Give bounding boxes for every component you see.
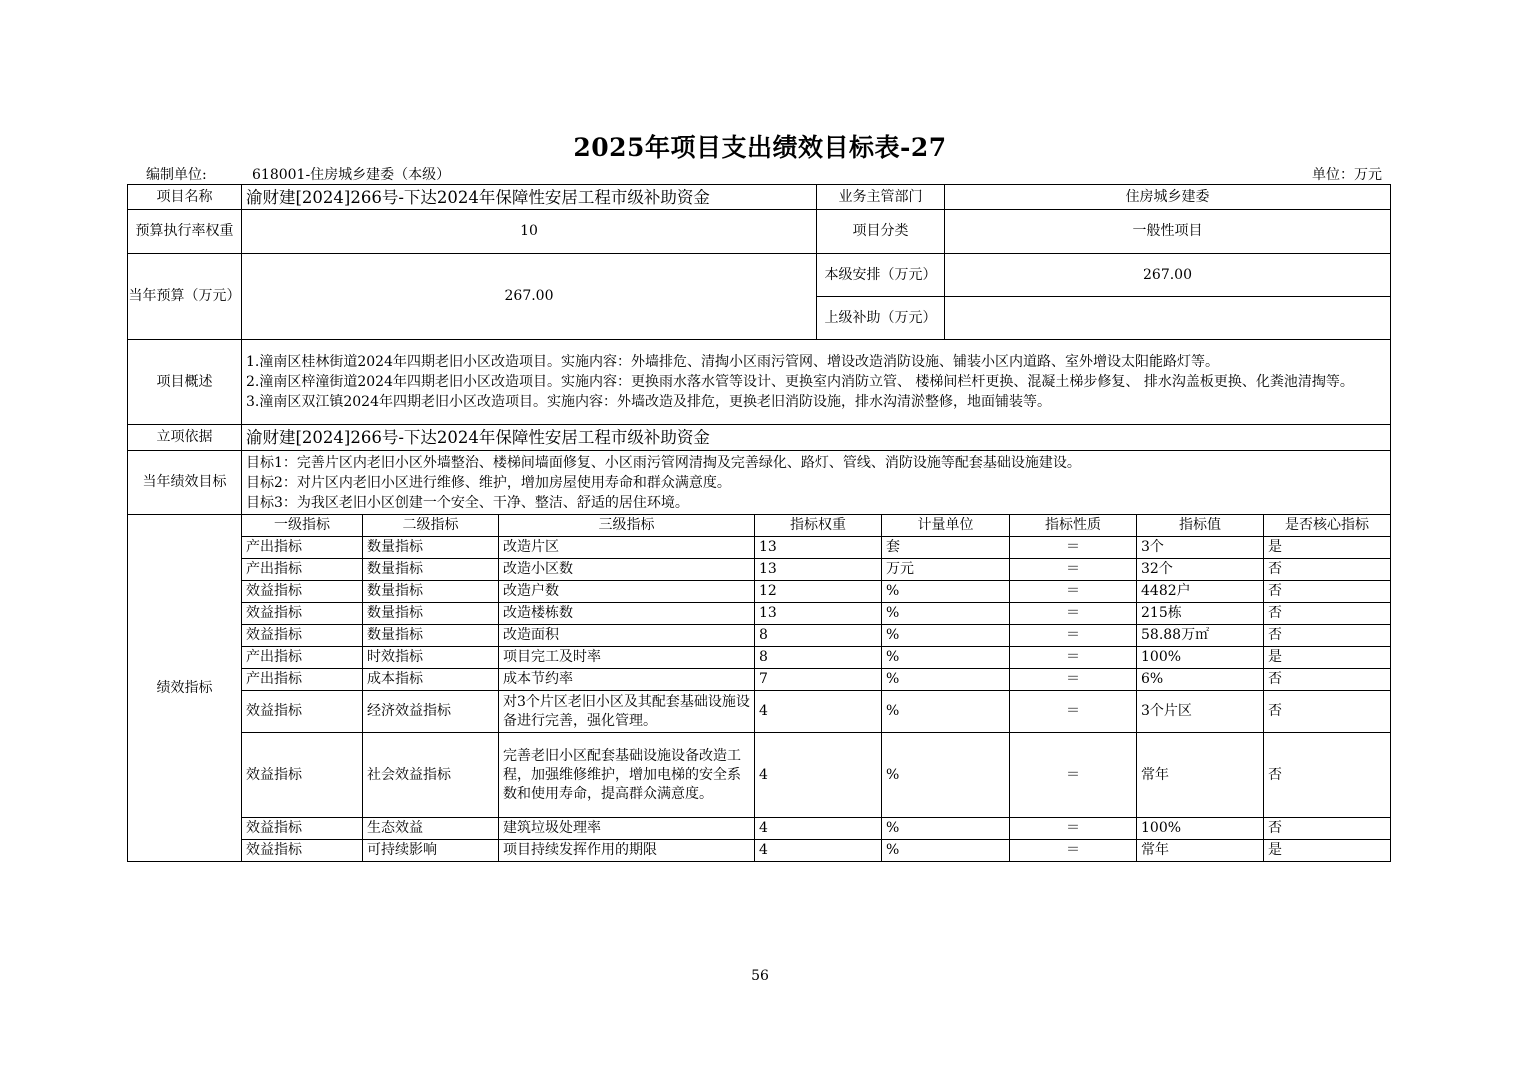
col-header: 指标性质 (1010, 515, 1137, 537)
col-header: 指标权重 (755, 515, 882, 537)
indicator-weight: 8 (755, 625, 882, 647)
indicator-weight: 4 (755, 818, 882, 840)
indicator-row (128, 691, 1391, 733)
indicator-core: 否 (1264, 559, 1391, 581)
indicator-unit: % (882, 818, 1010, 840)
page-number: 56 (751, 968, 769, 984)
indicator-nature: ＝ (1010, 625, 1137, 647)
org-value: 618001-住房城乡建委（本级） (252, 167, 451, 183)
col-header: 一级指标 (242, 515, 363, 537)
indicator-value: 58.88万㎡ (1137, 625, 1264, 647)
indicator-value: 215栋 (1137, 603, 1264, 625)
indicator-level1: 产出指标 (242, 647, 363, 669)
goal-item: 目标2：对片区内老旧小区进行维修、维护，增加房屋使用寿命和群众满意度。 (246, 474, 731, 491)
info-table (127, 184, 1391, 515)
indicator-unit: 套 (882, 537, 1010, 559)
indicator-level2: 数量指标 (363, 559, 499, 581)
indicator-nature: ＝ (1010, 733, 1137, 818)
indicator-level2: 成本指标 (363, 669, 499, 691)
indicator-level2: 生态效益 (363, 818, 499, 840)
overview-item: 1.潼南区桂林街道2024年四期老旧小区改造项目。实施内容：外墙排危、清掏小区雨污管网、增设改造消防设施、铺装小区内道路、室外增设太阳能路灯等。 (246, 354, 1219, 370)
indicator-weight: 13 (755, 537, 882, 559)
indicator-level3: 项目持续发挥作用的期限 (499, 840, 755, 862)
goal-item: 目标1：完善片区内老旧小区外墙整治、楼梯间墙面修复、小区雨污管网清掏及完善绿化、路灯、管线、消防设施等配套基础设施建设。 (246, 454, 1081, 471)
indicator-value: 32个 (1137, 559, 1264, 581)
indicator-level3: 项目完工及时率 (499, 647, 755, 669)
indicator-row (128, 818, 1391, 840)
overview-label: 项目概述 (128, 340, 242, 425)
indicator-level1: 效益指标 (242, 818, 363, 840)
indicator-value: 4482户 (1137, 581, 1264, 603)
indicator-level3: 改造小区数 (499, 559, 755, 581)
indicator-nature: ＝ (1010, 669, 1137, 691)
basis-label: 立项依据 (128, 425, 242, 451)
indicator-unit: % (882, 691, 1010, 733)
indicator-level2: 数量指标 (363, 625, 499, 647)
indicator-weight: 4 (755, 733, 882, 818)
indicator-row (128, 625, 1391, 647)
col-header: 二级指标 (363, 515, 499, 537)
indicator-level3: 完善老旧小区配套基础设施设备改造工程，加强维修维护，增加电梯的安全系数和使用寿命，提高群众满意度。 (499, 733, 755, 818)
indicator-nature: ＝ (1010, 691, 1137, 733)
category-value: 一般性项目 (945, 210, 1391, 254)
indicator-value: 100% (1137, 818, 1264, 840)
project-name: 渝财建[2024]266号-下达2024年保障性安居工程市级补助资金 (242, 185, 817, 210)
category-label: 项目分类 (817, 210, 945, 254)
indicator-value: 常年 (1137, 840, 1264, 862)
indicator-level1: 产出指标 (242, 559, 363, 581)
local-value: 267.00 (945, 254, 1391, 297)
indicator-value: 100% (1137, 647, 1264, 669)
indicator-row (128, 603, 1391, 625)
overview-item: 2.潼南区梓潼街道2024年四期老旧小区改造项目。实施内容：更换雨水落水管等设计、更换室内消防立管、 楼梯间栏杆更换、混凝土梯步修复、 排水沟盖板更换、化粪池清掏等。 (246, 374, 1354, 390)
indicator-row (128, 537, 1391, 559)
indicator-row (128, 647, 1391, 669)
indicator-weight: 8 (755, 647, 882, 669)
indicator-level2: 时效指标 (363, 647, 499, 669)
indicator-level1: 产出指标 (242, 537, 363, 559)
budget-value: 267.00 (242, 254, 817, 340)
indicator-weight: 7 (755, 669, 882, 691)
indicator-unit: % (882, 647, 1010, 669)
indicator-value: 常年 (1137, 733, 1264, 818)
indicator-nature: ＝ (1010, 559, 1137, 581)
indicators-table (127, 514, 1391, 862)
indicator-level3: 改造面积 (499, 625, 755, 647)
indicator-nature: ＝ (1010, 647, 1137, 669)
indicator-core: 否 (1264, 733, 1391, 818)
indicator-level3: 改造楼栋数 (499, 603, 755, 625)
dept-value: 住房城乡建委 (945, 185, 1391, 210)
indicator-nature: ＝ (1010, 537, 1137, 559)
indicator-unit: % (882, 603, 1010, 625)
indicator-level2: 数量指标 (363, 581, 499, 603)
indicator-level1: 效益指标 (242, 840, 363, 862)
indicator-row (128, 581, 1391, 603)
indicator-level1: 效益指标 (242, 691, 363, 733)
indicator-core: 否 (1264, 669, 1391, 691)
indicator-level2: 社会效益指标 (363, 733, 499, 818)
unit-label: 单位：万元 (1312, 167, 1382, 183)
indicator-core: 否 (1264, 691, 1391, 733)
indicator-weight: 4 (755, 840, 882, 862)
local-label: 本级安排（万元） (817, 254, 945, 297)
indicator-weight: 13 (755, 603, 882, 625)
indicator-unit: % (882, 625, 1010, 647)
indicator-level2: 可持续影响 (363, 840, 499, 862)
indicator-level3: 改造片区 (499, 537, 755, 559)
indicator-nature: ＝ (1010, 603, 1137, 625)
indicator-row (128, 559, 1391, 581)
goal-item: 目标3：为我区老旧小区创建一个安全、干净、整洁、舒适的居住环境。 (246, 494, 689, 511)
indicator-unit: 万元 (882, 559, 1010, 581)
indicator-level2: 经济效益指标 (363, 691, 499, 733)
indicator-unit: % (882, 581, 1010, 603)
indicator-weight: 4 (755, 691, 882, 733)
indicator-core: 是 (1264, 647, 1391, 669)
col-header: 指标值 (1137, 515, 1264, 537)
dept-label: 业务主管部门 (817, 185, 945, 210)
indicator-core: 是 (1264, 840, 1391, 862)
indicator-level3: 对3个片区老旧小区及其配套基础设施设备进行完善，强化管理。 (499, 691, 755, 733)
indicator-level1: 产出指标 (242, 669, 363, 691)
indicator-value: 6% (1137, 669, 1264, 691)
indicator-core: 否 (1264, 581, 1391, 603)
indicator-row (128, 669, 1391, 691)
indicator-core: 是 (1264, 537, 1391, 559)
indicator-row (128, 733, 1391, 818)
indicator-unit: % (882, 840, 1010, 862)
indicator-level1: 效益指标 (242, 581, 363, 603)
indicator-unit: % (882, 733, 1010, 818)
indicator-weight: 13 (755, 559, 882, 581)
weight-label: 预算执行率权重 (128, 210, 242, 254)
indicator-value: 3个 (1137, 537, 1264, 559)
indicator-unit: % (882, 669, 1010, 691)
indicator-row (128, 840, 1391, 862)
goals-content (242, 451, 1391, 515)
goals-label: 当年绩效目标 (128, 451, 242, 515)
indicator-level1: 效益指标 (242, 603, 363, 625)
indicator-nature: ＝ (1010, 840, 1137, 862)
indicator-level3: 改造户数 (499, 581, 755, 603)
page-title: 2025年项目支出绩效目标表-27 (573, 133, 947, 162)
indicator-level1: 效益指标 (242, 733, 363, 818)
upper-value (945, 297, 1391, 340)
budget-label: 当年预算（万元） (128, 254, 242, 340)
indicator-level3: 成本节约率 (499, 669, 755, 691)
col-header: 是否核心指标 (1264, 515, 1391, 537)
col-header: 计量单位 (882, 515, 1010, 537)
indicator-core: 否 (1264, 818, 1391, 840)
indicator-core: 否 (1264, 625, 1391, 647)
indicator-level2: 数量指标 (363, 603, 499, 625)
overview-item: 3.潼南区双江镇2024年四期老旧小区改造项目。实施内容：外墙改造及排危，更换老旧消防设施，排水沟清淤整修，地面铺装等。 (246, 394, 1051, 410)
overview-content (242, 340, 1391, 425)
project-name-label: 项目名称 (128, 185, 242, 210)
indicator-nature: ＝ (1010, 581, 1137, 603)
indicator-weight: 12 (755, 581, 882, 603)
indicator-level3: 建筑垃圾处理率 (499, 818, 755, 840)
indicator-level1: 效益指标 (242, 625, 363, 647)
header-line (128, 164, 1390, 182)
weight-value: 10 (242, 210, 817, 254)
upper-label: 上级补助（万元） (817, 297, 945, 340)
col-header: 三级指标 (499, 515, 755, 537)
basis-value: 渝财建[2024]266号-下达2024年保障性安居工程市级补助资金 (242, 425, 1391, 451)
indicators-label: 绩效指标 (128, 515, 242, 862)
indicator-value: 3个片区 (1137, 691, 1264, 733)
indicator-level2: 数量指标 (363, 537, 499, 559)
indicator-core: 否 (1264, 603, 1391, 625)
org-label: 编制单位: (146, 167, 207, 183)
indicator-nature: ＝ (1010, 818, 1137, 840)
